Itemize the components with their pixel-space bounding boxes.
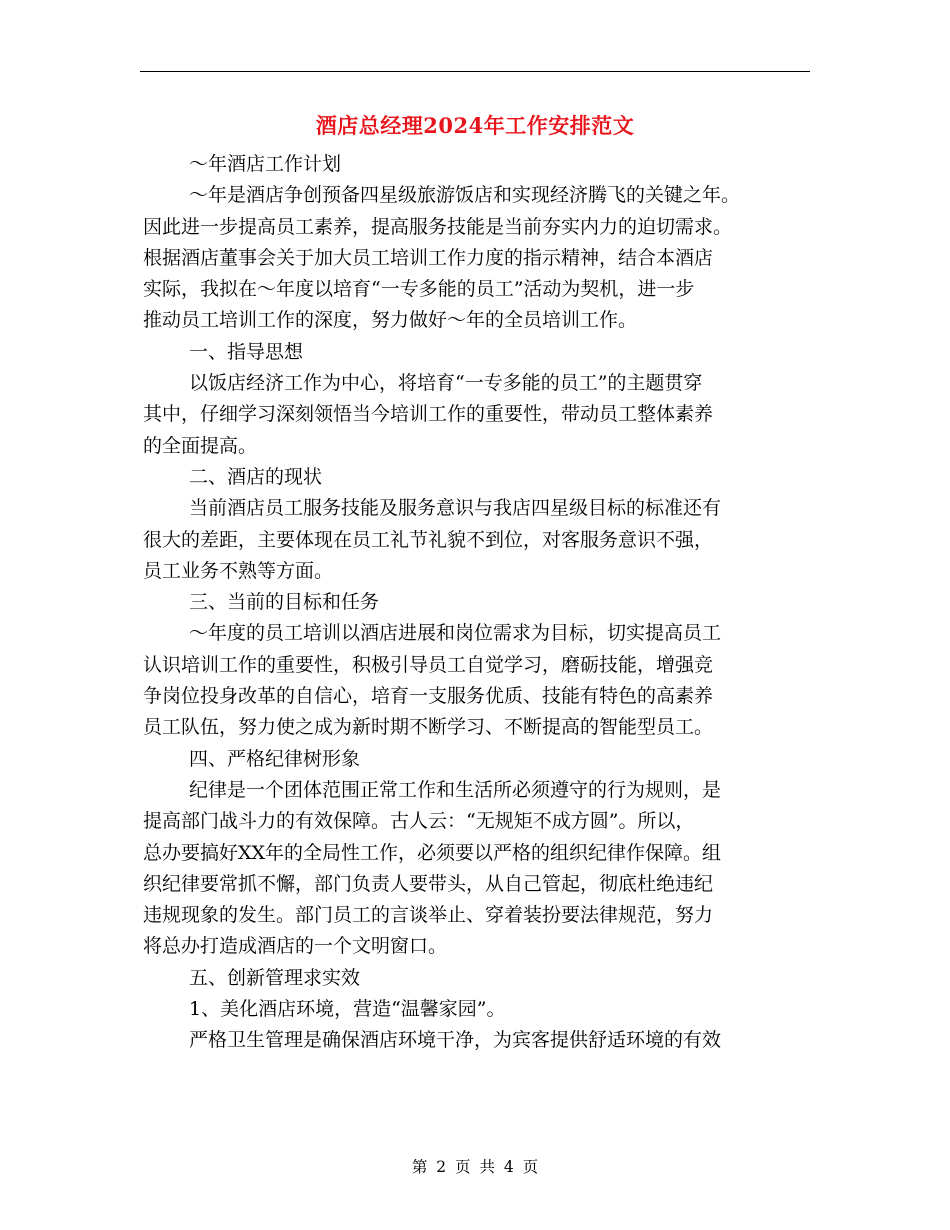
paragraph-line: 四、严格纪律树形象 — [189, 747, 361, 770]
paragraph-line: 因此进一步提高员工素养，提高服务技能是当前夯实内力的迫切需求。 — [143, 215, 733, 238]
paragraph-line: 其中，仔细学习深刻领悟当今培训工作的重要性，带动员工整体素养 — [143, 403, 714, 426]
paragraph-line: 员工业务不熟等方面。 — [143, 559, 334, 582]
paragraph-line: ～年度的员工培训以酒店进展和岗位需求为目标，切实提高员工 — [189, 622, 722, 645]
paragraph-line: 提高部门战斗力的有效保障。古人云：“无规矩不成方圆”。所以， — [143, 810, 695, 833]
paragraph-line: ～年酒店工作计划 — [189, 153, 342, 175]
paragraph-line: 二、酒店的现状 — [189, 465, 323, 488]
paragraph-line: 员工队伍，努力使之成为新时期不断学习、不断提高的智能型员工。 — [143, 716, 714, 739]
paragraph-line: 1、美化酒店环境，营造“温馨家园”。 — [189, 998, 506, 1021]
paragraph-line: 的全面提高。 — [143, 434, 258, 457]
paragraph-line: 以饭店经济工作为中心，将培育“一专多能的员工”的主题贯穿 — [189, 372, 703, 395]
document-body — [143, 149, 807, 1057]
paragraph-line: 争岗位投身改革的自信心，培育一支服务优质、技能有特色的高素养 — [143, 685, 714, 708]
paragraph-line: 违规现象的发生。部门员工的言谈举止、穿着装扮要法律规范，努力 — [143, 904, 714, 927]
paragraph-line: ～年是酒店争创预备四星级旅游饭店和实现经济腾飞的关键之年。 — [189, 184, 741, 207]
paragraph-line: 根据酒店董事会关于加大员工培训工作力度的指示精神，结合本酒店 — [143, 246, 714, 269]
paragraph-line: 很大的差距，主要体现在员工礼节礼貌不到位，对客服务意识不强， — [143, 528, 714, 551]
paragraph-line: 织纪律要常抓不懈，部门负责人要带头，从自己管起，彻底杜绝违纪 — [143, 872, 714, 895]
paragraph-line: 五、创新管理求实效 — [189, 966, 361, 989]
page-footer: 第 2 页 共 4 页 — [411, 1158, 539, 1176]
paragraph-line: 认识培训工作的重要性，积极引导员工自觉学习，磨砺技能，增强竞 — [143, 653, 714, 676]
paragraph-line: 实际，我拟在～年度以培育“一专多能的员工”活动为契机，进一步 — [143, 278, 695, 301]
header-rule — [140, 71, 810, 72]
paragraph-line: 当前酒店员工服务技能及服务意识与我店四星级目标的标准还有 — [189, 497, 722, 520]
paragraph-line: 总办要搞好XX年的全局性工作，必须要以严格的组织纪律作保障。组 — [143, 841, 722, 864]
paragraph-line: 将总办打造成酒店的一个文明窗口。 — [143, 935, 448, 958]
paragraph-line: 纪律是一个团体范围正常工作和生活所必须遵守的行为规则，是 — [189, 778, 722, 801]
paragraph-line: 一、指导思想 — [189, 340, 304, 363]
paragraph-line: 严格卫生管理是确保酒店环境干净，为宾客提供舒适环境的有效 — [189, 1029, 722, 1052]
paragraph-line: 推动员工培训工作的深度，努力做好～年的全员培训工作。 — [143, 309, 638, 332]
paragraph-line: 三、当前的目标和任务 — [189, 591, 380, 614]
document-title: 酒店总经理2024年工作安排范文 — [315, 113, 635, 138]
